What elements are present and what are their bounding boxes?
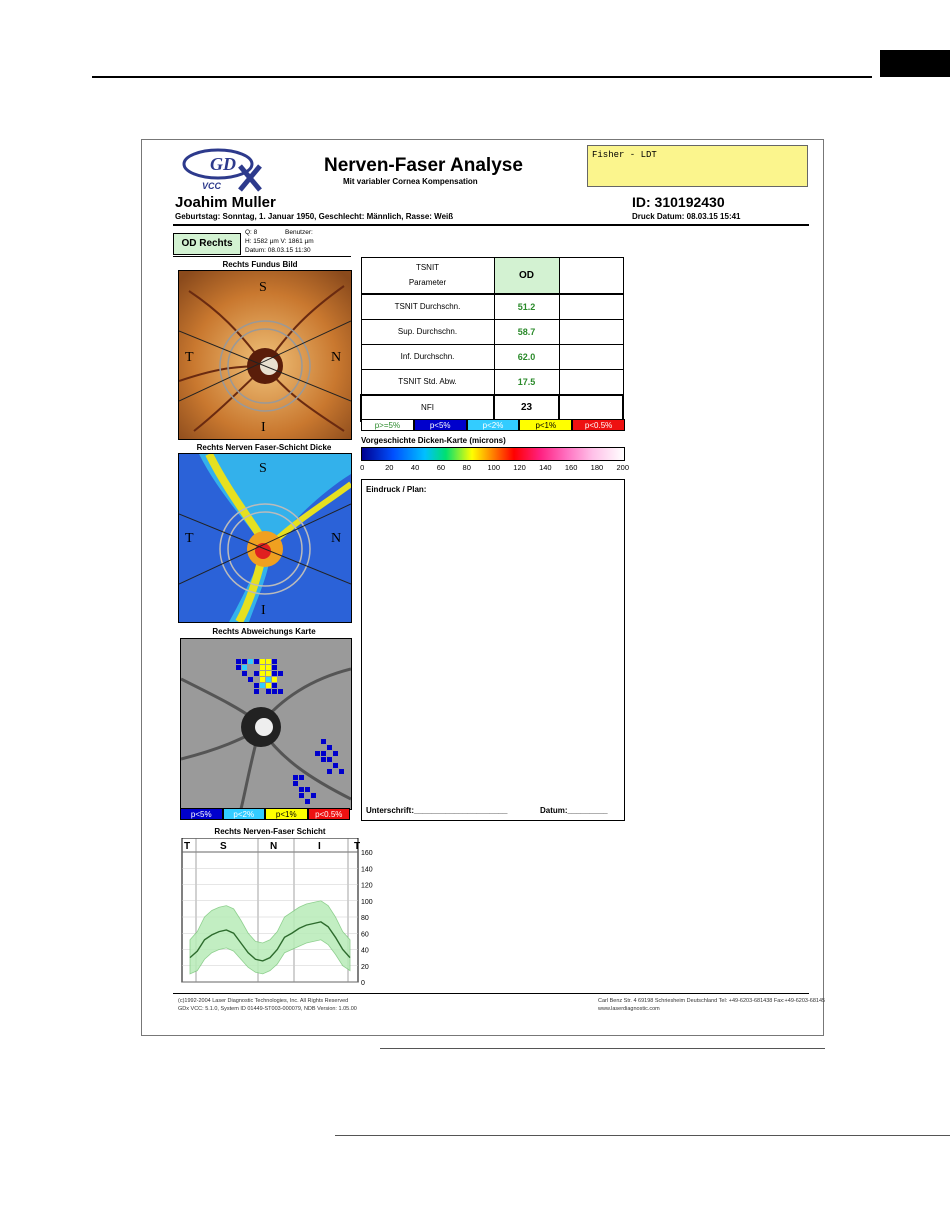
deviation-cell (266, 671, 271, 676)
logo-text: VCC (202, 181, 222, 191)
exam-user: Benutzer: (285, 229, 313, 236)
significance-legend-item-0: p>=5% (361, 419, 414, 431)
print-date: Druck Datum: 08.03.15 15:41 (632, 212, 741, 221)
deviation-cell (321, 757, 326, 762)
thickness-label-t: T (185, 531, 194, 546)
rnfl-ytick-label: 20 (361, 963, 369, 971)
deviation-cell (242, 659, 247, 664)
deviation-cell (272, 659, 277, 664)
exam-divider (173, 256, 351, 257)
deviation-cell (266, 665, 271, 670)
deviation-cell (260, 665, 265, 670)
deviation-cell (254, 689, 259, 694)
footer-address: Carl Benz Str. 4 69198 Schriesheim Deutschland Tel: +49-6203-681438 Fax:+49-6203-68145 (598, 998, 826, 1004)
rnfl-ytick-label: 40 (361, 947, 369, 955)
fundus-caption: Rechts Fundus Bild (222, 260, 298, 269)
deviation-cell (242, 665, 247, 670)
deviation-cell (293, 781, 298, 786)
deviation-cell (333, 751, 338, 756)
deviation-cell (315, 751, 320, 756)
rnfl-ytick-label: 80 (361, 915, 369, 922)
deviation-cell (299, 775, 304, 780)
deviation-cell (266, 677, 271, 682)
tsnit-header-param: TSNIT Parameter (361, 258, 494, 294)
deviation-cell (260, 683, 265, 688)
deviation-legend (180, 808, 350, 820)
fundus-label-s: S (259, 280, 267, 295)
rnfl-ytick-label: 120 (361, 882, 373, 890)
scale-tick: 80 (462, 463, 471, 472)
deviation-cell (260, 677, 265, 682)
deviation-cell (236, 665, 241, 670)
rnfl-top-label: S (220, 841, 227, 852)
rnfl-ytick-label: 0 (361, 980, 365, 987)
deviation-caption: Rechts Abweichungs Karte (212, 627, 316, 636)
gdx-logo (180, 146, 270, 192)
fisher-note: Fisher - LDT (587, 145, 808, 187)
deviation-cell (254, 659, 259, 664)
report-title: Nerven-Faser Analyse (324, 155, 523, 176)
plan-box (361, 479, 625, 821)
thickness-label-s: S (259, 461, 267, 476)
deviation-cell (248, 677, 253, 682)
deviation-cell (311, 793, 316, 798)
tsnit-header-empty (559, 258, 623, 294)
signature-date: Datum:_________ (540, 806, 608, 815)
rnfl-ytick-label: 140 (361, 866, 373, 874)
fundus-image (178, 270, 352, 440)
page-rule-top (92, 76, 872, 78)
rnfl-chart (180, 838, 380, 988)
deviation-cell (236, 659, 241, 664)
deviation-cell (272, 665, 277, 670)
scale-tick: 120 (513, 463, 526, 472)
rnfl-top-label: N (270, 841, 278, 852)
deviation-cell (266, 689, 271, 694)
significance-legend-item-3: p<1% (519, 419, 572, 431)
deviation-cell (254, 671, 259, 676)
deviation-cell (339, 769, 344, 774)
significance-legend (361, 419, 625, 431)
rnfl-ytick-label: 160 (361, 850, 373, 857)
scale-tick: 40 (410, 463, 420, 472)
fundus-label-i: I (261, 420, 266, 435)
deviation-map (180, 638, 352, 810)
scale-tick: 160 (564, 463, 578, 472)
table-row: Sup. Durchschn. 58.7 (361, 319, 623, 344)
thickness-scale-title: Vorgeschichte Dicken-Karte (microns) (361, 436, 506, 445)
deviation-cell (299, 787, 304, 792)
page-rule-bottom-1 (380, 1048, 825, 1049)
scale-tick: 100 (487, 463, 501, 472)
deviation-cell (260, 671, 265, 676)
rnfl-top-label: T (184, 841, 191, 852)
rnfl-ytick-label: 100 (361, 898, 373, 906)
deviation-cell (278, 671, 283, 676)
nfi-row: NFI 23 (361, 395, 623, 421)
scale-tick: 20 (385, 463, 394, 472)
exam-date: Datum: 08.03.15 11:30 (245, 247, 311, 254)
significance-legend-item-4: p<0.5% (572, 419, 625, 431)
patient-name: Joahim Muller (175, 194, 276, 211)
scale-tick: 180 (590, 463, 604, 472)
deviation-cell (254, 683, 259, 688)
deviation-cell (305, 787, 310, 792)
scale-tick: 140 (539, 463, 552, 472)
table-row: TSNIT Durchschn. 51.2 (361, 294, 623, 320)
deviation-cell (327, 757, 332, 762)
footer-divider (173, 993, 809, 994)
thickness-color-scale (361, 447, 625, 461)
deviation-cell (272, 689, 277, 694)
deviation-cell (242, 671, 247, 676)
deviation-cell (321, 739, 326, 744)
scale-tick: 60 (436, 463, 446, 472)
deviation-cell (272, 683, 277, 688)
deviation-cell (266, 683, 271, 688)
exam-q: Q: 8 (245, 229, 258, 236)
deviation-cell (299, 793, 304, 798)
deviation-cell (248, 659, 253, 664)
page-rule-bottom-2 (335, 1135, 950, 1136)
tsnit-table (360, 257, 624, 422)
deviation-cell (327, 745, 332, 750)
fundus-label-t: T (185, 350, 194, 365)
header-divider (173, 224, 809, 226)
footer-website: www.laserdiagnostic.com (598, 1006, 660, 1012)
footer-copyright: (c)1992-2004 Laser Diagnostic Technologies, Inc. All Rights Reserved (178, 998, 349, 1004)
signature-line: Unterschrift:_____________________ (366, 806, 508, 815)
thickness-scale-ticks (360, 463, 630, 473)
deviation-cell (293, 775, 298, 780)
plan-label: Eindruck / Plan: (366, 485, 427, 494)
significance-legend-item-2: p<2% (467, 419, 520, 431)
scale-tick: 200 (616, 463, 630, 472)
svg-text:GD: GD (210, 154, 236, 174)
patient-details: Geburtstag: Sonntag, 1. Januar 1950, Geschlecht: Männlich, Rasse: Weiß (175, 212, 454, 221)
deviation-cell (272, 671, 277, 676)
deviation-cell (321, 751, 326, 756)
deviation-legend-item-2: p<1% (265, 808, 308, 820)
thickness-caption: Rechts Nerven Faser-Schicht Dicke (196, 443, 332, 452)
thickness-label-i: I (261, 603, 266, 618)
fundus-label-n: N (331, 350, 342, 365)
deviation-legend-item-0: p<5% (180, 808, 223, 820)
tsnit-header-od: OD (494, 258, 559, 294)
rnfl-top-label: I (318, 841, 321, 852)
deviation-cell (272, 677, 277, 682)
patient-id: ID: 310192430 (632, 194, 725, 210)
table-row: TSNIT Std. Abw. 17.5 (361, 369, 623, 395)
rnfl-top-label: T (354, 841, 361, 852)
deviation-cell (278, 689, 283, 694)
table-row: Inf. Durchschn. 62.0 (361, 344, 623, 369)
deviation-cell (305, 799, 310, 804)
report-subtitle: Mit variabler Cornea Kompensation (343, 177, 478, 186)
deviation-cell (260, 659, 265, 664)
chapter-tab (880, 50, 950, 77)
deviation-legend-item-1: p<2% (223, 808, 266, 820)
rnfl-ytick-label: 60 (361, 931, 369, 939)
eye-badge: OD Rechts (173, 233, 241, 255)
deviation-cell (266, 659, 271, 664)
significance-legend-item-1: p<5% (414, 419, 467, 431)
scale-tick: 0 (360, 463, 365, 472)
deviation-cell (333, 763, 338, 768)
deviation-legend-item-3: p<0.5% (308, 808, 351, 820)
footer-version: GDx VCC: 5.1.0, System ID 01449-ST003-000079, NDB Version: 1.05.00 (178, 1006, 357, 1012)
exam-dimensions: H: 1582 µm V: 1861 µm (245, 238, 314, 245)
thickness-map (178, 453, 352, 623)
rnfl-caption: Rechts Nerven-Faser Schicht (214, 827, 326, 836)
thickness-label-n: N (331, 531, 342, 546)
deviation-cell (327, 769, 332, 774)
